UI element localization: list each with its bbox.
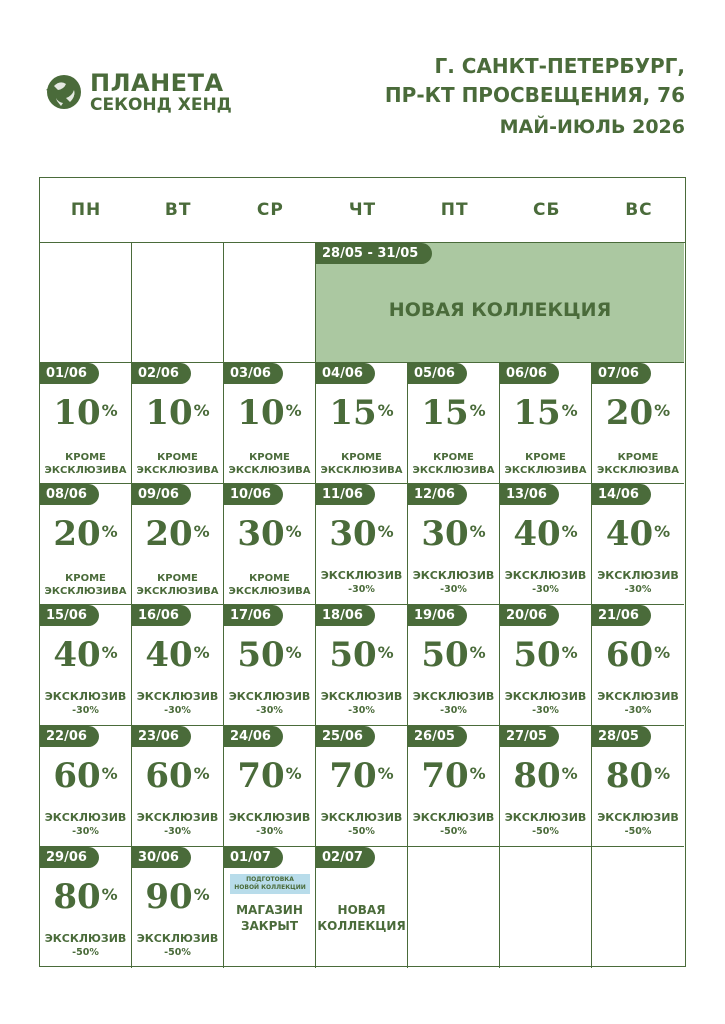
exclusive-discount: -50% (164, 947, 191, 958)
exclusive-discount: -30% (532, 584, 559, 595)
discount-percent: 50% (329, 635, 394, 675)
percent-sign: % (654, 401, 671, 420)
day-cell (40, 484, 132, 605)
date-tag: 10/06 (224, 484, 283, 505)
prep-collection-badge: ПОДГОТОВКА НОВОЙ КОЛЛЕКЦИИ (230, 874, 310, 894)
brand-logo (42, 70, 232, 114)
date-tag: 23/06 (132, 726, 191, 747)
discount-percent: 50% (421, 635, 486, 675)
date-tag: 03/06 (224, 363, 283, 384)
day-cell (408, 484, 500, 605)
except-exclusive-label: КРОМЕ ЭКСКЛЮЗИВА (228, 573, 311, 597)
day-cell (224, 726, 316, 847)
address-block (385, 52, 685, 138)
percent-sign: % (193, 885, 210, 904)
exclusive-discount: -30% (440, 584, 467, 595)
except-exclusive-label: КРОМЕ ЭКСКЛЮЗИВА (228, 452, 311, 476)
exclusive-discount: -30% (164, 705, 191, 716)
date-tag: 02/07 (316, 847, 375, 868)
discount-percent: 20% (145, 514, 210, 554)
discount-percent: 40% (605, 514, 671, 554)
exclusive-label: ЭКСКЛЮЗИВ (504, 690, 587, 703)
discount-percent: 15% (513, 393, 578, 433)
exclusive-discount: -30% (256, 826, 283, 837)
exclusive-label: ЭКСКЛЮЗИВ (228, 690, 311, 703)
percent-sign: % (101, 522, 118, 541)
percent-sign: % (654, 643, 671, 662)
new-collection-label: НОВАЯ КОЛЛЕКЦИЯ (317, 903, 406, 933)
day-cell (592, 484, 684, 605)
day-cell (592, 726, 684, 847)
day-cell (500, 726, 592, 847)
date-tag: 12/06 (408, 484, 467, 505)
except-exclusive-label: КРОМЕ ЭКСКЛЮЗИВА (412, 452, 495, 476)
exclusive-label: ЭКСКЛЮЗИВ (504, 811, 587, 824)
percent-sign: % (377, 764, 394, 783)
date-tag: 11/06 (316, 484, 375, 505)
discount-percent: 30% (421, 514, 486, 554)
empty-cell (40, 243, 132, 363)
date-tag: 25/06 (316, 726, 375, 747)
percent-sign: % (654, 764, 671, 783)
percent-sign: % (193, 401, 210, 420)
day-cell (224, 363, 316, 484)
percent-sign: % (193, 522, 210, 541)
planet-recycle-icon (42, 70, 86, 114)
day-cell (500, 484, 592, 605)
discount-percent: 60% (145, 756, 210, 796)
day-cell (40, 363, 132, 484)
except-exclusive-label: КРОМЕ ЭКСКЛЮЗИВА (320, 452, 403, 476)
exclusive-label: ЭКСКЛЮЗИВ (412, 569, 495, 582)
percent-sign: % (469, 401, 486, 420)
weekday-sun: ВС (625, 200, 653, 220)
discount-percent: 20% (53, 514, 118, 554)
weekday-tue: ВТ (164, 200, 192, 220)
discount-percent: 50% (237, 635, 302, 675)
exclusive-label: ЭКСКЛЮЗИВ (597, 811, 679, 824)
discount-percent: 70% (329, 756, 394, 796)
discount-percent: 80% (53, 877, 118, 917)
exclusive-label: ЭКСКЛЮЗИВ (504, 569, 587, 582)
exclusive-discount: -30% (624, 705, 652, 716)
day-cell (592, 605, 684, 726)
percent-sign: % (561, 401, 578, 420)
exclusive-label: ЭКСКЛЮЗИВ (597, 569, 679, 582)
percent-sign: % (285, 643, 302, 662)
discount-percent: 90% (145, 877, 210, 917)
exclusive-label: ЭКСКЛЮЗИВ (412, 811, 495, 824)
percent-sign: % (101, 764, 118, 783)
date-tag: 19/06 (408, 605, 467, 626)
day-cell (316, 847, 408, 968)
date-tag: 21/06 (592, 605, 651, 626)
exclusive-label: ЭКСКЛЮЗИВ (320, 569, 403, 582)
discount-percent: 30% (329, 514, 394, 554)
day-cell (408, 363, 500, 484)
day-cell (40, 847, 132, 968)
day-cell (408, 726, 500, 847)
exclusive-label: ЭКСКЛЮЗИВ (44, 690, 127, 703)
address-street: ПР-КТ ПРОСВЕЩЕНИЯ, 76 (384, 83, 685, 107)
day-cell (500, 363, 592, 484)
percent-sign: % (101, 643, 118, 662)
day-cell (132, 847, 224, 968)
date-tag: 04/06 (316, 363, 375, 384)
percent-sign: % (285, 764, 302, 783)
exclusive-discount: -30% (348, 584, 375, 595)
empty-cell (224, 243, 316, 363)
exclusive-discount: -30% (72, 826, 99, 837)
empty-cell (408, 847, 500, 968)
discount-percent: 50% (513, 635, 578, 675)
date-tag: 30/06 (132, 847, 191, 868)
exclusive-label: ЭКСКЛЮЗИВ (412, 690, 495, 703)
percent-sign: % (561, 764, 578, 783)
exclusive-label: ЭКСКЛЮЗИВ (228, 811, 311, 824)
percent-sign: % (469, 643, 486, 662)
percent-sign: % (654, 522, 671, 541)
discount-percent: 15% (329, 393, 394, 433)
day-cell (224, 605, 316, 726)
new-collection-block (316, 243, 684, 363)
date-tag: 16/06 (132, 605, 191, 626)
collection-title: НОВАЯ КОЛЛЕКЦИЯ (388, 299, 612, 321)
exclusive-discount: -30% (348, 705, 375, 716)
day-cell (316, 726, 408, 847)
percent-sign: % (101, 885, 118, 904)
date-tag: 09/06 (132, 484, 191, 505)
date-tag: 06/06 (500, 363, 559, 384)
date-tag: 28/05 - 31/05 (316, 243, 432, 264)
discount-percent: 30% (237, 514, 302, 554)
empty-cell (592, 847, 684, 968)
exclusive-discount: -50% (440, 826, 467, 837)
date-tag: 26/05 (408, 726, 467, 747)
exclusive-label: ЭКСКЛЮЗИВ (320, 690, 403, 703)
exclusive-discount: -30% (440, 705, 467, 716)
day-cell (40, 726, 132, 847)
exclusive-discount: -30% (72, 705, 99, 716)
discount-percent: 70% (421, 756, 486, 796)
discount-percent: 10% (53, 393, 118, 433)
date-tag: 18/06 (316, 605, 375, 626)
weekday-fri: ПТ (440, 200, 469, 220)
except-exclusive-label: КРОМЕ ЭКСКЛЮЗИВА (44, 452, 127, 476)
discount-percent: 40% (513, 514, 578, 554)
date-tag: 14/06 (592, 484, 651, 505)
weekday-sat: СБ (533, 200, 561, 220)
date-tag: 08/06 (40, 484, 99, 505)
exclusive-discount: -30% (164, 826, 191, 837)
percent-sign: % (377, 522, 394, 541)
day-cell (316, 363, 408, 484)
date-tag: 28/05 (592, 726, 651, 747)
weekday-header (40, 178, 685, 243)
day-cell (500, 605, 592, 726)
exclusive-discount: -50% (72, 947, 99, 958)
discount-percent: 10% (237, 393, 302, 433)
except-exclusive-label: КРОМЕ ЭКСКЛЮЗИВА (504, 452, 587, 476)
percent-sign: % (469, 764, 486, 783)
exclusive-label: ЭКСКЛЮЗИВ (136, 811, 219, 824)
address-city: Г. САНКТ-ПЕТЕРБУРГ, (434, 54, 685, 78)
exclusive-discount: -50% (624, 826, 652, 837)
percent-sign: % (469, 522, 486, 541)
day-cell (132, 605, 224, 726)
percent-sign: % (561, 643, 578, 662)
percent-sign: % (377, 643, 394, 662)
day-cell (224, 847, 316, 968)
date-tag: 13/06 (500, 484, 559, 505)
exclusive-label: ЭКСКЛЮЗИВ (136, 690, 219, 703)
weekday-mon: ПН (70, 200, 102, 220)
discount-percent: 10% (145, 393, 210, 433)
date-tag: 05/06 (408, 363, 467, 384)
exclusive-label: ЭКСКЛЮЗИВ (597, 690, 679, 703)
date-tag: 01/06 (40, 363, 99, 384)
percent-sign: % (377, 401, 394, 420)
exclusive-discount: -30% (624, 584, 652, 595)
except-exclusive-label: КРОМЕ ЭКСКЛЮЗИВА (136, 452, 219, 476)
discount-percent: 40% (53, 635, 118, 675)
date-tag: 07/06 (592, 363, 651, 384)
discount-percent: 80% (513, 756, 578, 796)
date-tag: 20/06 (500, 605, 559, 626)
empty-cell (500, 847, 592, 968)
discount-calendar (39, 177, 686, 967)
date-tag: 27/05 (500, 726, 559, 747)
weekday-thu: ЧТ (348, 200, 377, 220)
discount-percent: 20% (605, 393, 671, 433)
discount-percent: 40% (145, 635, 210, 675)
discount-percent: 60% (605, 635, 671, 675)
discount-percent: 15% (421, 393, 486, 433)
day-cell (316, 484, 408, 605)
date-tag: 17/06 (224, 605, 283, 626)
day-cell (316, 605, 408, 726)
period-label: МАЙ-ИЮЛЬ 2026 (499, 116, 685, 138)
brand-name-line1: ПЛАНЕТА (90, 68, 224, 97)
exclusive-label: ЭКСКЛЮЗИВ (44, 811, 127, 824)
date-tag: 24/06 (224, 726, 283, 747)
date-tag: 22/06 (40, 726, 99, 747)
day-cell (224, 484, 316, 605)
exclusive-discount: -30% (256, 705, 283, 716)
discount-percent: 60% (53, 756, 118, 796)
date-tag: 02/06 (132, 363, 191, 384)
store-closed-label: МАГАЗИН ЗАКРЫТ (236, 903, 303, 933)
percent-sign: % (193, 764, 210, 783)
percent-sign: % (285, 401, 302, 420)
exclusive-label: ЭКСКЛЮЗИВ (136, 932, 219, 945)
date-tag: 01/07 (224, 847, 283, 868)
day-cell (408, 605, 500, 726)
day-cell (40, 605, 132, 726)
brand-name-line2: СЕКОНД ХЕНД (90, 94, 232, 115)
exclusive-discount: -50% (532, 826, 559, 837)
day-cell (132, 726, 224, 847)
except-exclusive-label: КРОМЕ ЭКСКЛЮЗИВА (597, 452, 679, 476)
day-cell (132, 484, 224, 605)
percent-sign: % (193, 643, 210, 662)
day-cell (592, 363, 684, 484)
exclusive-discount: -50% (348, 826, 375, 837)
exclusive-label: ЭКСКЛЮЗИВ (320, 811, 403, 824)
except-exclusive-label: КРОМЕ ЭКСКЛЮЗИВА (44, 573, 127, 597)
date-tag: 15/06 (40, 605, 99, 626)
weekday-wed: СР (256, 200, 284, 220)
exclusive-label: ЭКСКЛЮЗИВ (44, 932, 127, 945)
day-cell (132, 363, 224, 484)
percent-sign: % (561, 522, 578, 541)
date-tag: 29/06 (40, 847, 99, 868)
discount-percent: 80% (605, 756, 671, 796)
empty-cell (132, 243, 224, 363)
percent-sign: % (285, 522, 302, 541)
except-exclusive-label: КРОМЕ ЭКСКЛЮЗИВА (136, 573, 219, 597)
percent-sign: % (101, 401, 118, 420)
exclusive-discount: -30% (532, 705, 559, 716)
discount-percent: 70% (237, 756, 302, 796)
